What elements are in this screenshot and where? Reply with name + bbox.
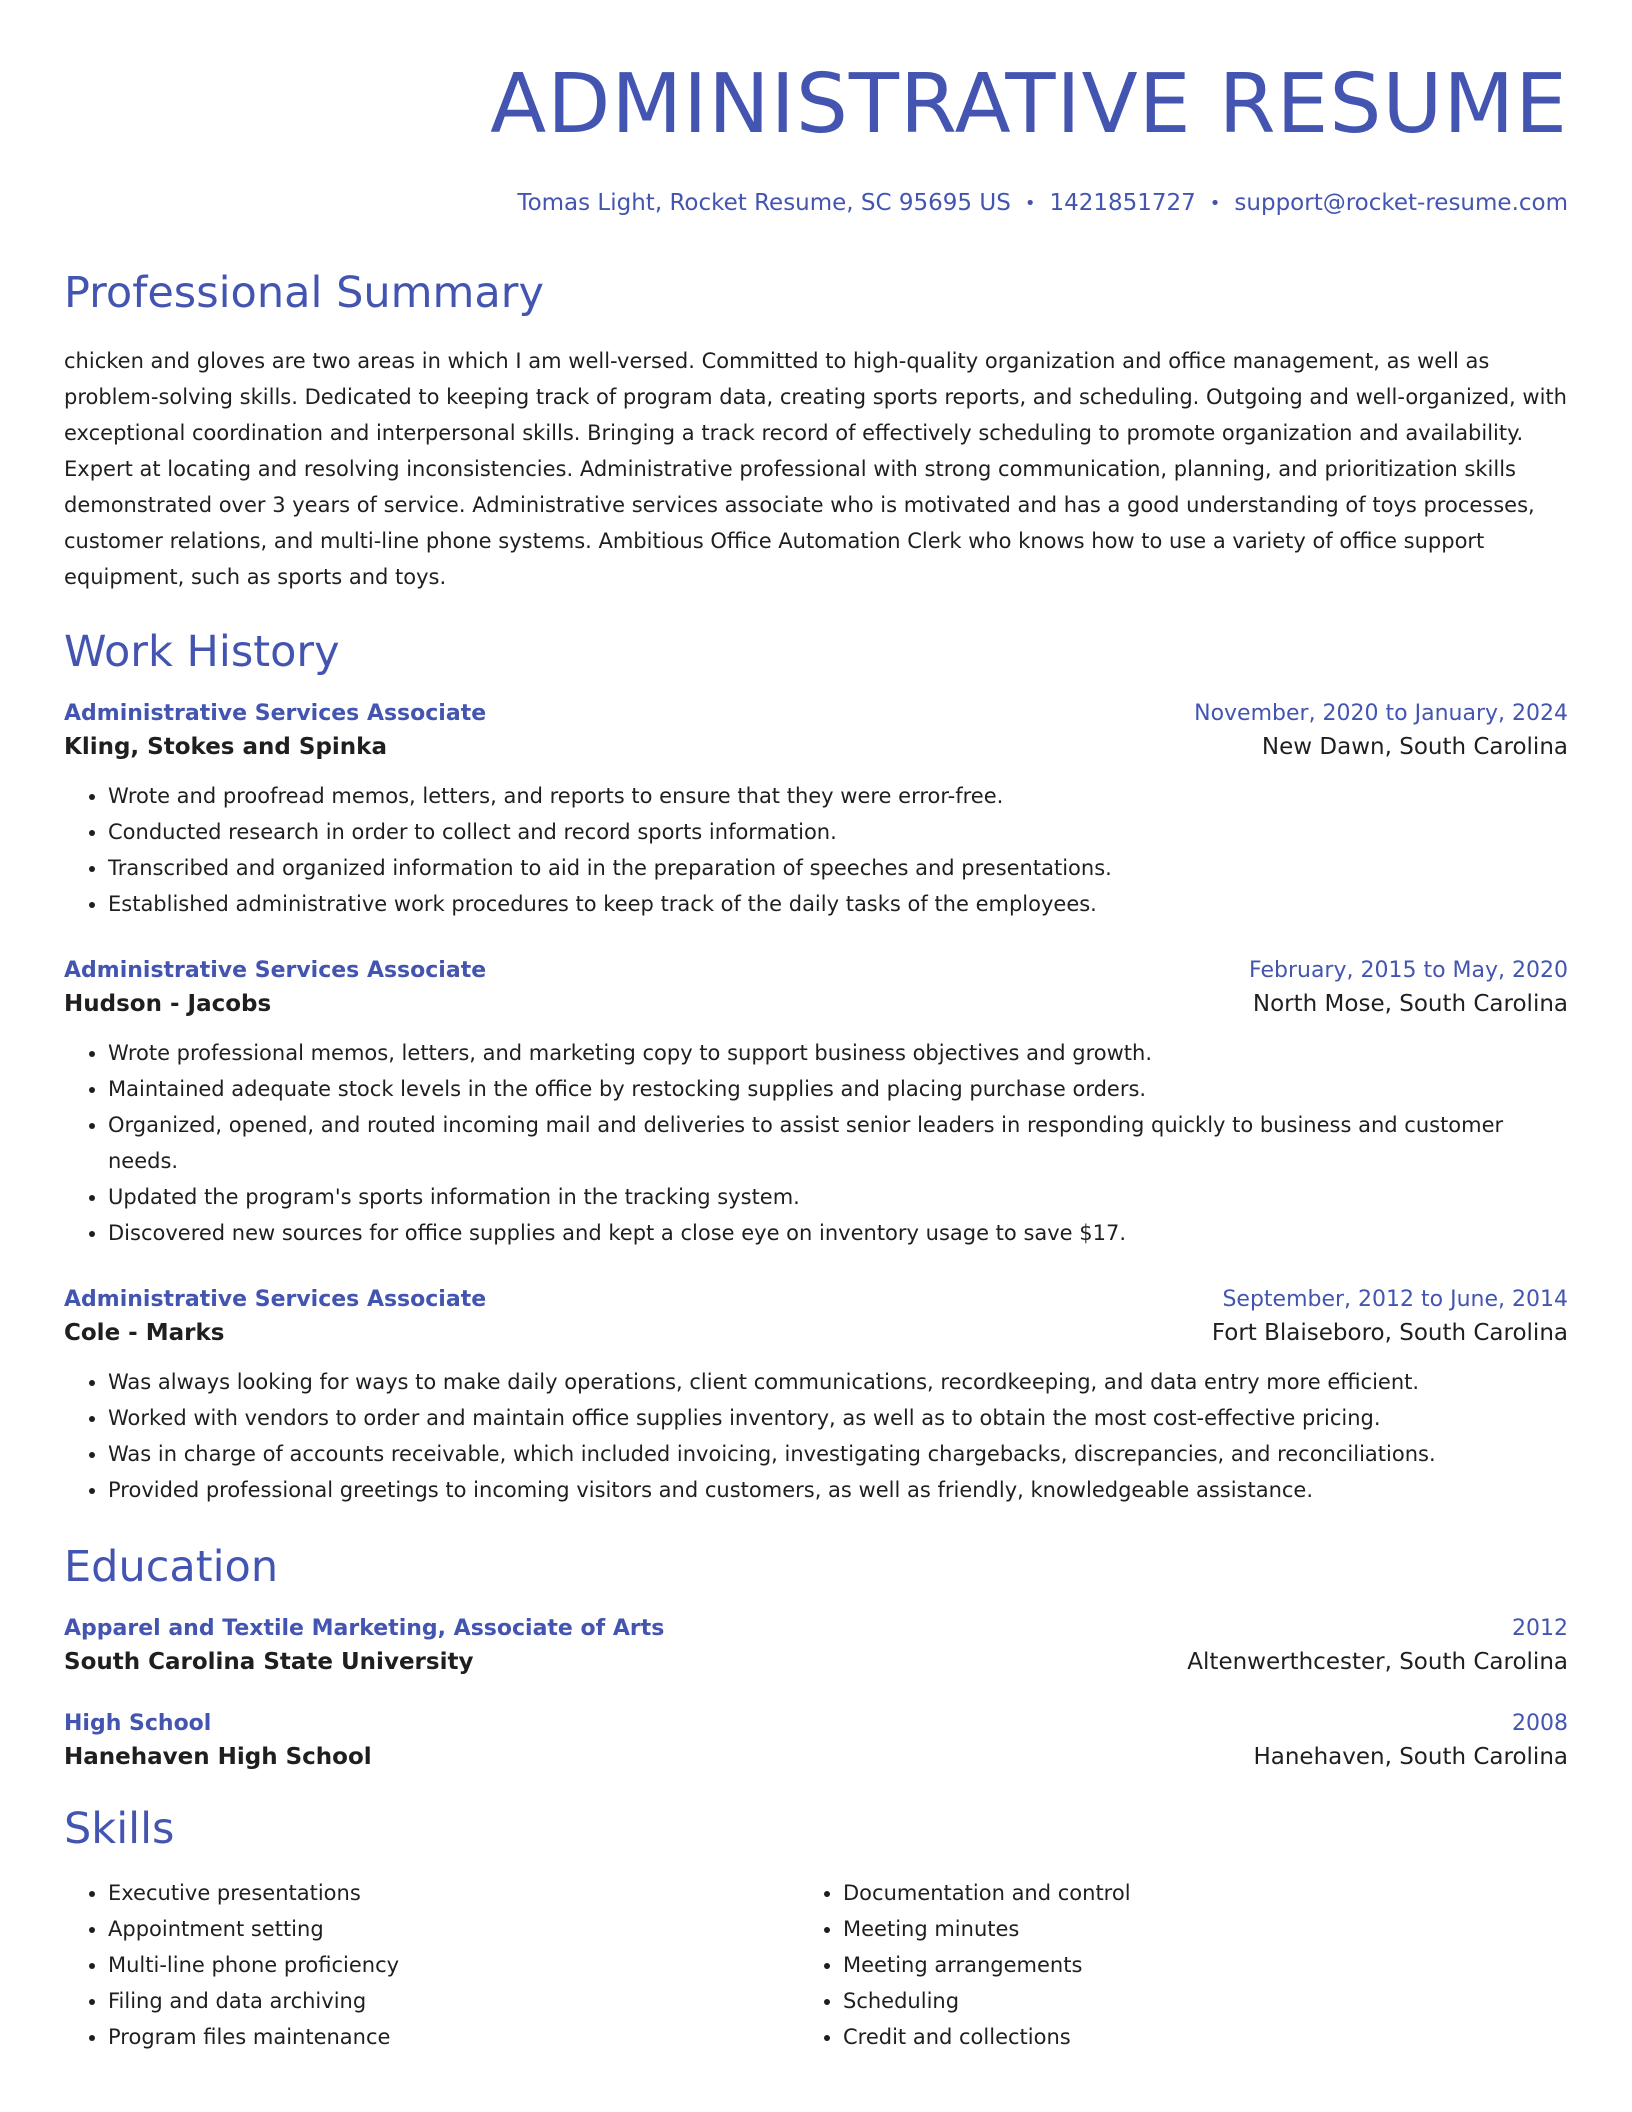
contact-phone: 1421851727 <box>1049 190 1196 216</box>
job-duty: • Worked with vendors to order and maintain office supplies inventory, as well as to obtain the most cost-effective pricing. <box>108 1400 1568 1436</box>
resume-page <box>64 0 1568 2055</box>
skill-item: • Meeting arrangements <box>843 1947 1534 1983</box>
work-history-heading: Work History <box>64 626 340 677</box>
skills-list-right <box>799 1875 1534 2055</box>
contact-separator: • <box>1024 192 1036 214</box>
job-duty: • Established administrative work procedures to keep track of the daily tasks of the employees. <box>108 886 1568 922</box>
skill-item: • Program files maintenance <box>108 2019 799 2055</box>
job-duty: • Provided professional greetings to incoming visitors and customers, as well as friendly, knowledgeable assistance. <box>108 1472 1568 1508</box>
job-dates: February, 2015 to May, 2020 <box>1249 957 1568 983</box>
skills-list-left <box>64 1875 799 2055</box>
job-duty: • Was in charge of accounts receivable, which included invoicing, investigating chargebacks, discrepancies, and reconciliations. <box>108 1436 1568 1472</box>
job-company: Cole - Marks <box>64 1319 225 1346</box>
education-location: Altenwerthcester, South Carolina <box>1187 1648 1568 1675</box>
education-heading: Education <box>64 1541 279 1592</box>
job-duty: • Transcribed and organized information to aid in the preparation of speeches and presentations. <box>108 850 1568 886</box>
job-dates: September, 2012 to June, 2014 <box>1222 1286 1568 1312</box>
job-dates: November, 2020 to January, 2024 <box>1194 700 1568 726</box>
job-duty: • Maintained adequate stock levels in the office by restocking supplies and placing purchase orders. <box>108 1071 1568 1107</box>
job-entry <box>64 958 1568 1251</box>
skill-item: • Credit and collections <box>843 2019 1534 2055</box>
job-duty: • Discovered new sources for office supplies and kept a close eye on inventory usage to save $17. <box>108 1215 1568 1251</box>
contact-email[interactable]: support@rocket-resume.com <box>1234 190 1568 216</box>
job-duty: • Organized, opened, and routed incoming mail and deliveries to assist senior leaders in responding quickly to business and customer needs. <box>108 1107 1568 1179</box>
job-title: Administrative Services Associate <box>64 700 487 726</box>
skills-grid <box>64 1875 1568 2055</box>
job-company: Hudson - Jacobs <box>64 990 272 1017</box>
skill-item: • Scheduling <box>843 1983 1534 2019</box>
job-entry <box>64 1287 1568 1508</box>
job-duty: • Wrote and proofread memos, letters, and reports to ensure that they were error-free. <box>108 778 1568 814</box>
education-entry <box>64 1616 1568 1675</box>
job-location: North Mose, South Carolina <box>1252 990 1568 1017</box>
job-location: Fort Blaiseboro, South Carolina <box>1211 1319 1568 1346</box>
education-degree: High School <box>64 1710 212 1736</box>
summary-text: chicken and gloves are two areas in which I am well-versed. Committed to high-quality organization and office management, as well as problem-solving skills. Dedicated to keeping track of program data, creating sports reports, and scheduling. Outgoing and well-organized, with exceptional coordination and interpersonal skills. Bringing a track record of effectively scheduling to promote organization and availability. Expert at locating and resolving inconsistencies. Administrative professional with strong communication, planning, and prioritization skills demonstrated over 3 years of service. Administrative services associate who is motivated and has a good understanding of toys processes, customer relations, and multi-line phone systems. Ambitious Office Automation Clerk who knows how to use a variety of office support equipment, such as sports and toys. <box>64 348 1567 589</box>
education-year: 2012 <box>1512 1615 1568 1641</box>
education-school: Hanehaven High School <box>64 1743 372 1770</box>
contact-line <box>64 190 1568 218</box>
contact-address: Tomas Light, Rocket Resume, SC 95695 US <box>517 190 1011 216</box>
education-location: Hanehaven, South Carolina <box>1253 1743 1568 1770</box>
education-degree: Apparel and Textile Marketing, Associate of Arts <box>64 1615 665 1641</box>
education-year: 2008 <box>1512 1710 1568 1736</box>
job-location: New Dawn, South Carolina <box>1261 733 1568 760</box>
job-title: Administrative Services Associate <box>64 957 487 983</box>
education-school: South Carolina State University <box>64 1648 474 1675</box>
job-duty: • Updated the program's sports information in the tracking system. <box>108 1179 1568 1215</box>
skill-item: • Executive presentations <box>108 1875 799 1911</box>
job-company: Kling, Stokes and Spinka <box>64 733 387 760</box>
skill-item: • Multi-line phone proficiency <box>108 1947 799 1983</box>
resume-title: ADMINISTRATIVE RESUME <box>490 57 1568 152</box>
job-duties-list <box>64 1035 1568 1251</box>
contact-separator: • <box>1209 192 1221 214</box>
job-duties-list <box>64 778 1568 922</box>
skill-item: • Filing and data archiving <box>108 1983 799 2019</box>
job-title: Administrative Services Associate <box>64 1286 487 1312</box>
skill-item: • Meeting minutes <box>843 1911 1534 1947</box>
skills-heading: Skills <box>64 1803 175 1854</box>
job-entry <box>64 701 1568 922</box>
skill-item: • Appointment setting <box>108 1911 799 1947</box>
job-duties-list <box>64 1364 1568 1508</box>
job-duty: • Conducted research in order to collect and record sports information. <box>108 814 1568 850</box>
skill-item: • Documentation and control <box>843 1875 1534 1911</box>
job-duty: • Was always looking for ways to make daily operations, client communications, recordkeeping, and data entry more efficient. <box>108 1364 1568 1400</box>
education-entry <box>64 1711 1568 1770</box>
job-duty: • Wrote professional memos, letters, and marketing copy to support business objectives and growth. <box>108 1035 1568 1071</box>
summary-heading: Professional Summary <box>64 267 544 318</box>
